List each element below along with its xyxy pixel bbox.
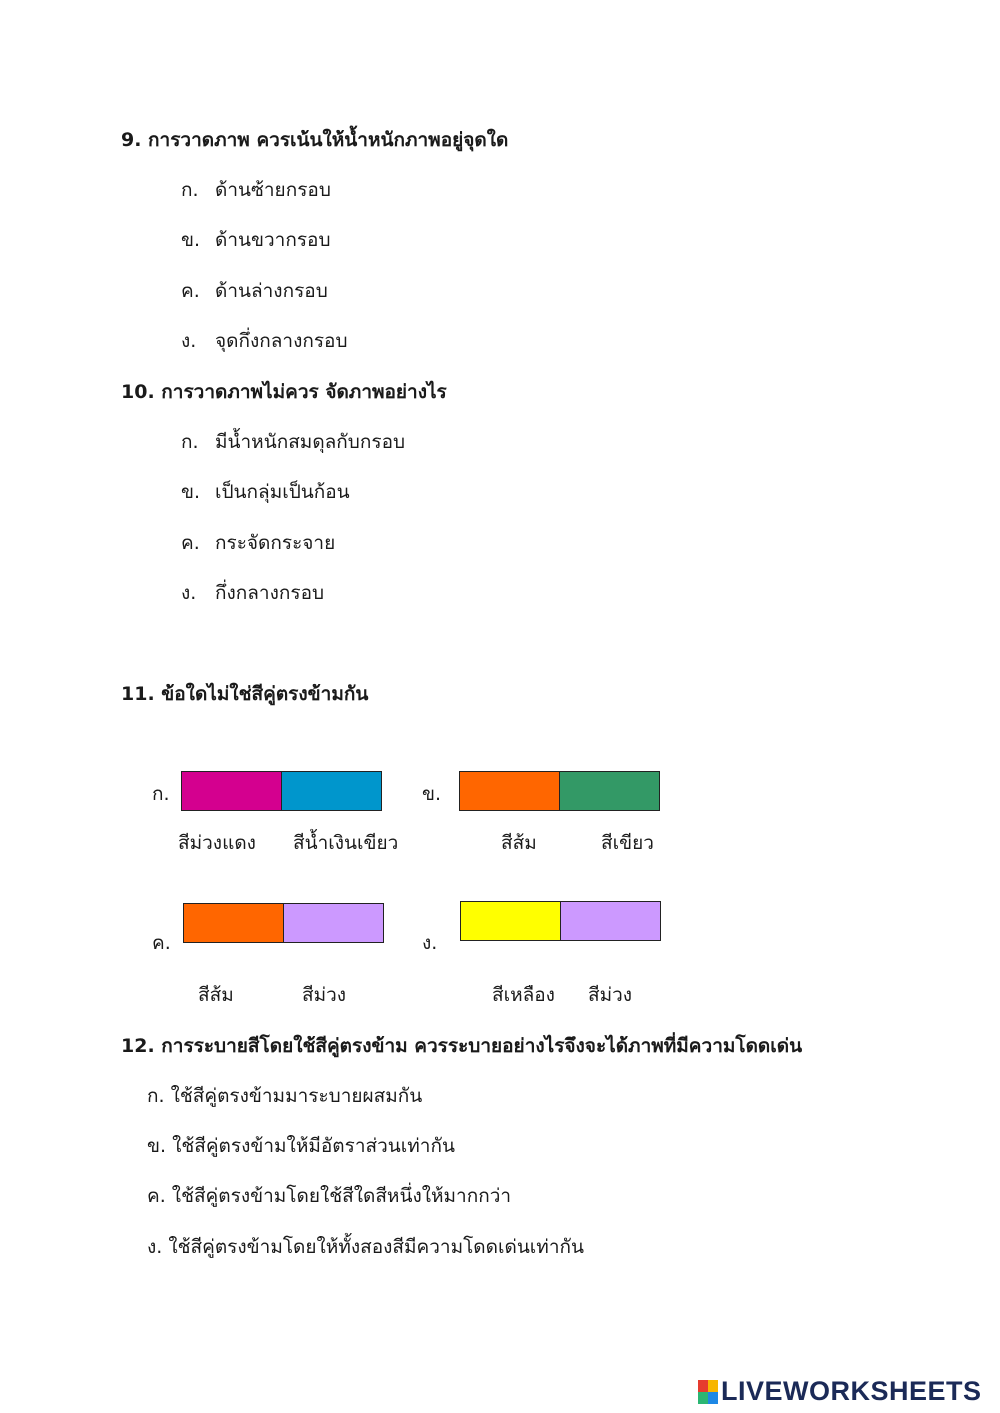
question-10-option-d[interactable] xyxy=(181,584,324,603)
option-label: ค. xyxy=(181,280,200,302)
pair-a-label[interactable]: ก. xyxy=(152,783,170,805)
pair-b-left-swatch xyxy=(459,771,560,811)
question-12-option-a[interactable]: ก. ใช้สีคู่ตรงข้ามมาระบายผสมกัน xyxy=(147,1085,423,1107)
question-9-option-a[interactable] xyxy=(181,181,331,200)
liveworksheets-logo-icon xyxy=(698,1380,718,1404)
question-9-title: 9. การวาดภาพ ควรเน้นให้น้ำหนักภาพอยู่จุดใด xyxy=(121,129,509,151)
option-text: มีน้ำหนักสมดุลกับกรอบ xyxy=(215,431,406,453)
question-9-option-b[interactable] xyxy=(181,231,331,250)
liveworksheets-logo xyxy=(698,1378,982,1405)
question-10-option-c[interactable] xyxy=(181,534,335,553)
pair-c-right-name: สีม่วง xyxy=(302,984,347,1006)
pair-c-right-swatch xyxy=(283,903,384,943)
pair-c-label[interactable]: ค. xyxy=(152,932,171,954)
option-text: กระจัดกระจาย xyxy=(215,532,336,554)
option-text: จุดกึ่งกลางกรอบ xyxy=(215,330,348,352)
question-11-title: 11. ข้อใดไม่ใช่สีคู่ตรงข้ามกัน xyxy=(121,683,369,705)
question-9-option-c[interactable] xyxy=(181,282,328,301)
pair-a-left-name: สีม่วงแดง xyxy=(178,832,256,854)
question-10-option-b[interactable] xyxy=(181,483,350,502)
option-text: ด้านซ้ายกรอบ xyxy=(215,179,331,201)
option-text: ด้านขวากรอบ xyxy=(215,229,331,251)
liveworksheets-logo-text: LIVEWORKSHEETS xyxy=(721,1376,982,1406)
pair-a-left-swatch xyxy=(181,771,282,811)
question-12-title: 12. การระบายสีโดยใช้สีคู่ตรงข้าม ควรระบายอย่างไรจึงจะได้ภาพที่มีความโดดเด่น xyxy=(121,1035,803,1057)
question-9-option-d[interactable] xyxy=(181,332,348,351)
pair-b-left-name: สีส้ม xyxy=(501,832,537,854)
option-label: ง. xyxy=(181,330,197,352)
pair-b-right-name: สีเขียว xyxy=(601,832,654,854)
option-label: ข. xyxy=(181,481,201,503)
logo-icon-cell xyxy=(708,1392,718,1404)
option-text: ด้านล่างกรอบ xyxy=(215,280,328,302)
option-label: ค. xyxy=(181,532,200,554)
question-10-title: 10. การวาดภาพไม่ควร จัดภาพอย่างไร xyxy=(121,381,447,403)
question-12-option-b[interactable]: ข. ใช้สีคู่ตรงข้ามให้มีอัตราส่วนเท่ากัน xyxy=(147,1135,455,1157)
logo-icon-cell xyxy=(698,1380,708,1392)
pair-d-right-swatch xyxy=(560,901,661,941)
question-12-option-c[interactable]: ค. ใช้สีคู่ตรงข้ามโดยใช้สีใดสีหนึ่งให้มากกว่า xyxy=(147,1185,512,1207)
option-text: กึ่งกลางกรอบ xyxy=(215,582,325,604)
pair-d-label[interactable]: ง. xyxy=(422,932,438,954)
pair-a-right-name: สีน้ำเงินเขียว xyxy=(293,832,399,854)
option-text: เป็นกลุ่มเป็นก้อน xyxy=(215,481,350,503)
question-10-option-a[interactable] xyxy=(181,433,405,452)
option-label: ก. xyxy=(181,179,199,201)
pair-b-label[interactable]: ข. xyxy=(422,783,442,805)
option-label: ข. xyxy=(181,229,201,251)
option-label: ง. xyxy=(181,582,197,604)
pair-c-left-name: สีส้ม xyxy=(198,984,234,1006)
pair-d-left-name: สีเหลือง xyxy=(492,984,555,1006)
option-label: ก. xyxy=(181,431,199,453)
logo-icon-cell xyxy=(708,1380,718,1392)
pair-d-left-swatch xyxy=(460,901,561,941)
pair-b-right-swatch xyxy=(559,771,660,811)
pair-d-right-name: สีม่วง xyxy=(588,984,633,1006)
logo-icon-cell xyxy=(698,1392,708,1404)
question-12-option-d[interactable]: ง. ใช้สีคู่ตรงข้ามโดยให้ทั้งสองสีมีความโดดเด่นเท่ากัน xyxy=(147,1236,584,1258)
pair-c-left-swatch xyxy=(183,903,284,943)
pair-a-right-swatch xyxy=(281,771,382,811)
